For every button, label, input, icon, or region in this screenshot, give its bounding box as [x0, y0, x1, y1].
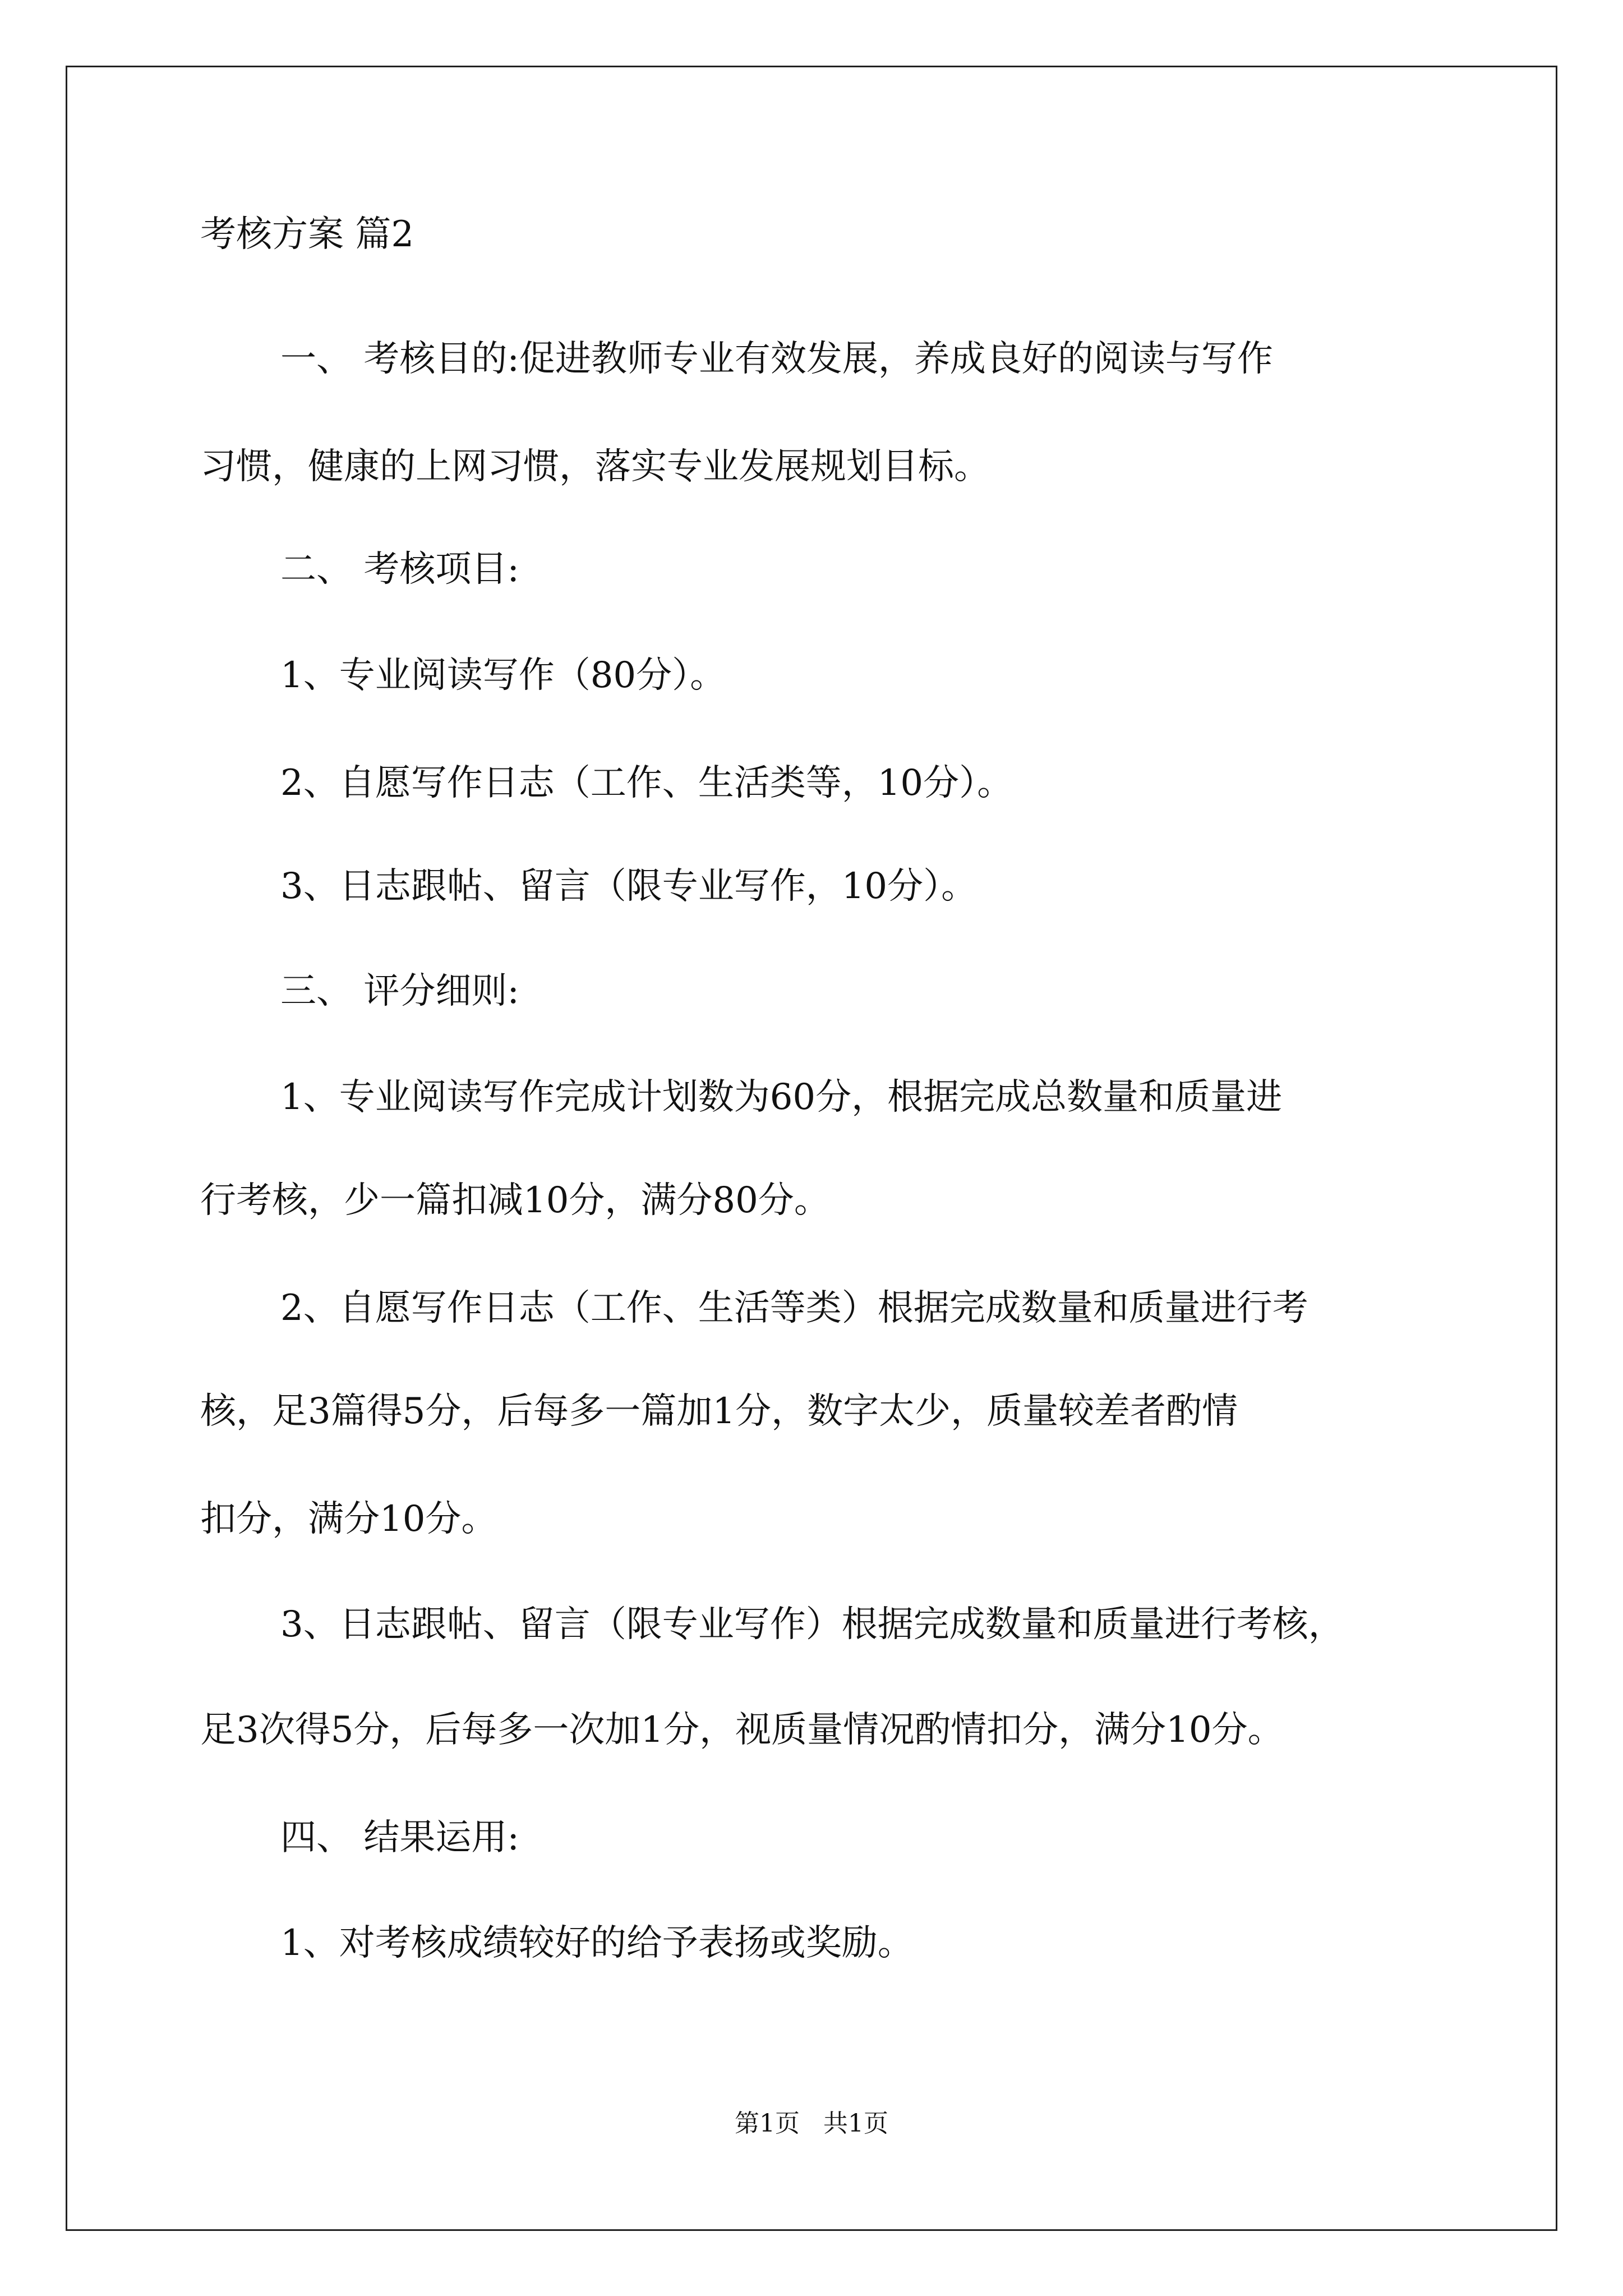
body-line: 2、自愿写作日志（工作、生活等类）根据完成数量和质量进行考: [280, 1287, 1308, 1329]
page-border: [66, 66, 1557, 2231]
section-heading: 二、 考核项目:: [280, 549, 519, 590]
section-heading: 四、 结果运用:: [280, 1817, 519, 1858]
list-item: 2、自愿写作日志（工作、生活类等，10分）。: [280, 762, 1013, 804]
body-line: 扣分，满分10分。: [200, 1498, 497, 1540]
body-line: 习惯，健康的上网习惯，落实专业发展规划目标。: [200, 446, 990, 487]
list-item: 1、对考核成绩较好的给予表扬或奖励。: [280, 1922, 914, 1964]
list-item: 3、日志跟帖、留言（限专业写作，10分）。: [280, 866, 978, 907]
body-line: 核，足3篇得5分，后每多一篇加1分，数字太少，质量较差者酌情: [200, 1391, 1238, 1432]
list-item: 1、专业阅读写作（80分）。: [280, 655, 726, 696]
body-line: 一、 考核目的:促进教师专业有效发展，养成良好的阅读与写作: [280, 338, 1273, 380]
page-number-footer: 第1页 共1页: [735, 2109, 888, 2138]
body-line: 1、专业阅读写作完成计划数为60分，根据完成总数量和质量进: [280, 1076, 1283, 1118]
section-heading: 三、 评分细则:: [280, 970, 519, 1012]
body-line: 足3次得5分，后每多一次加1分，视质量情况酌情扣分，满分10分。: [200, 1709, 1284, 1751]
body-line: 行考核，少一篇扣减10分，满分80分。: [200, 1180, 830, 1221]
document-title: 考核方案 篇2: [200, 214, 414, 255]
body-line: 3、日志跟帖、留言（限专业写作）根据完成数量和质量进行考核，: [280, 1604, 1344, 1645]
